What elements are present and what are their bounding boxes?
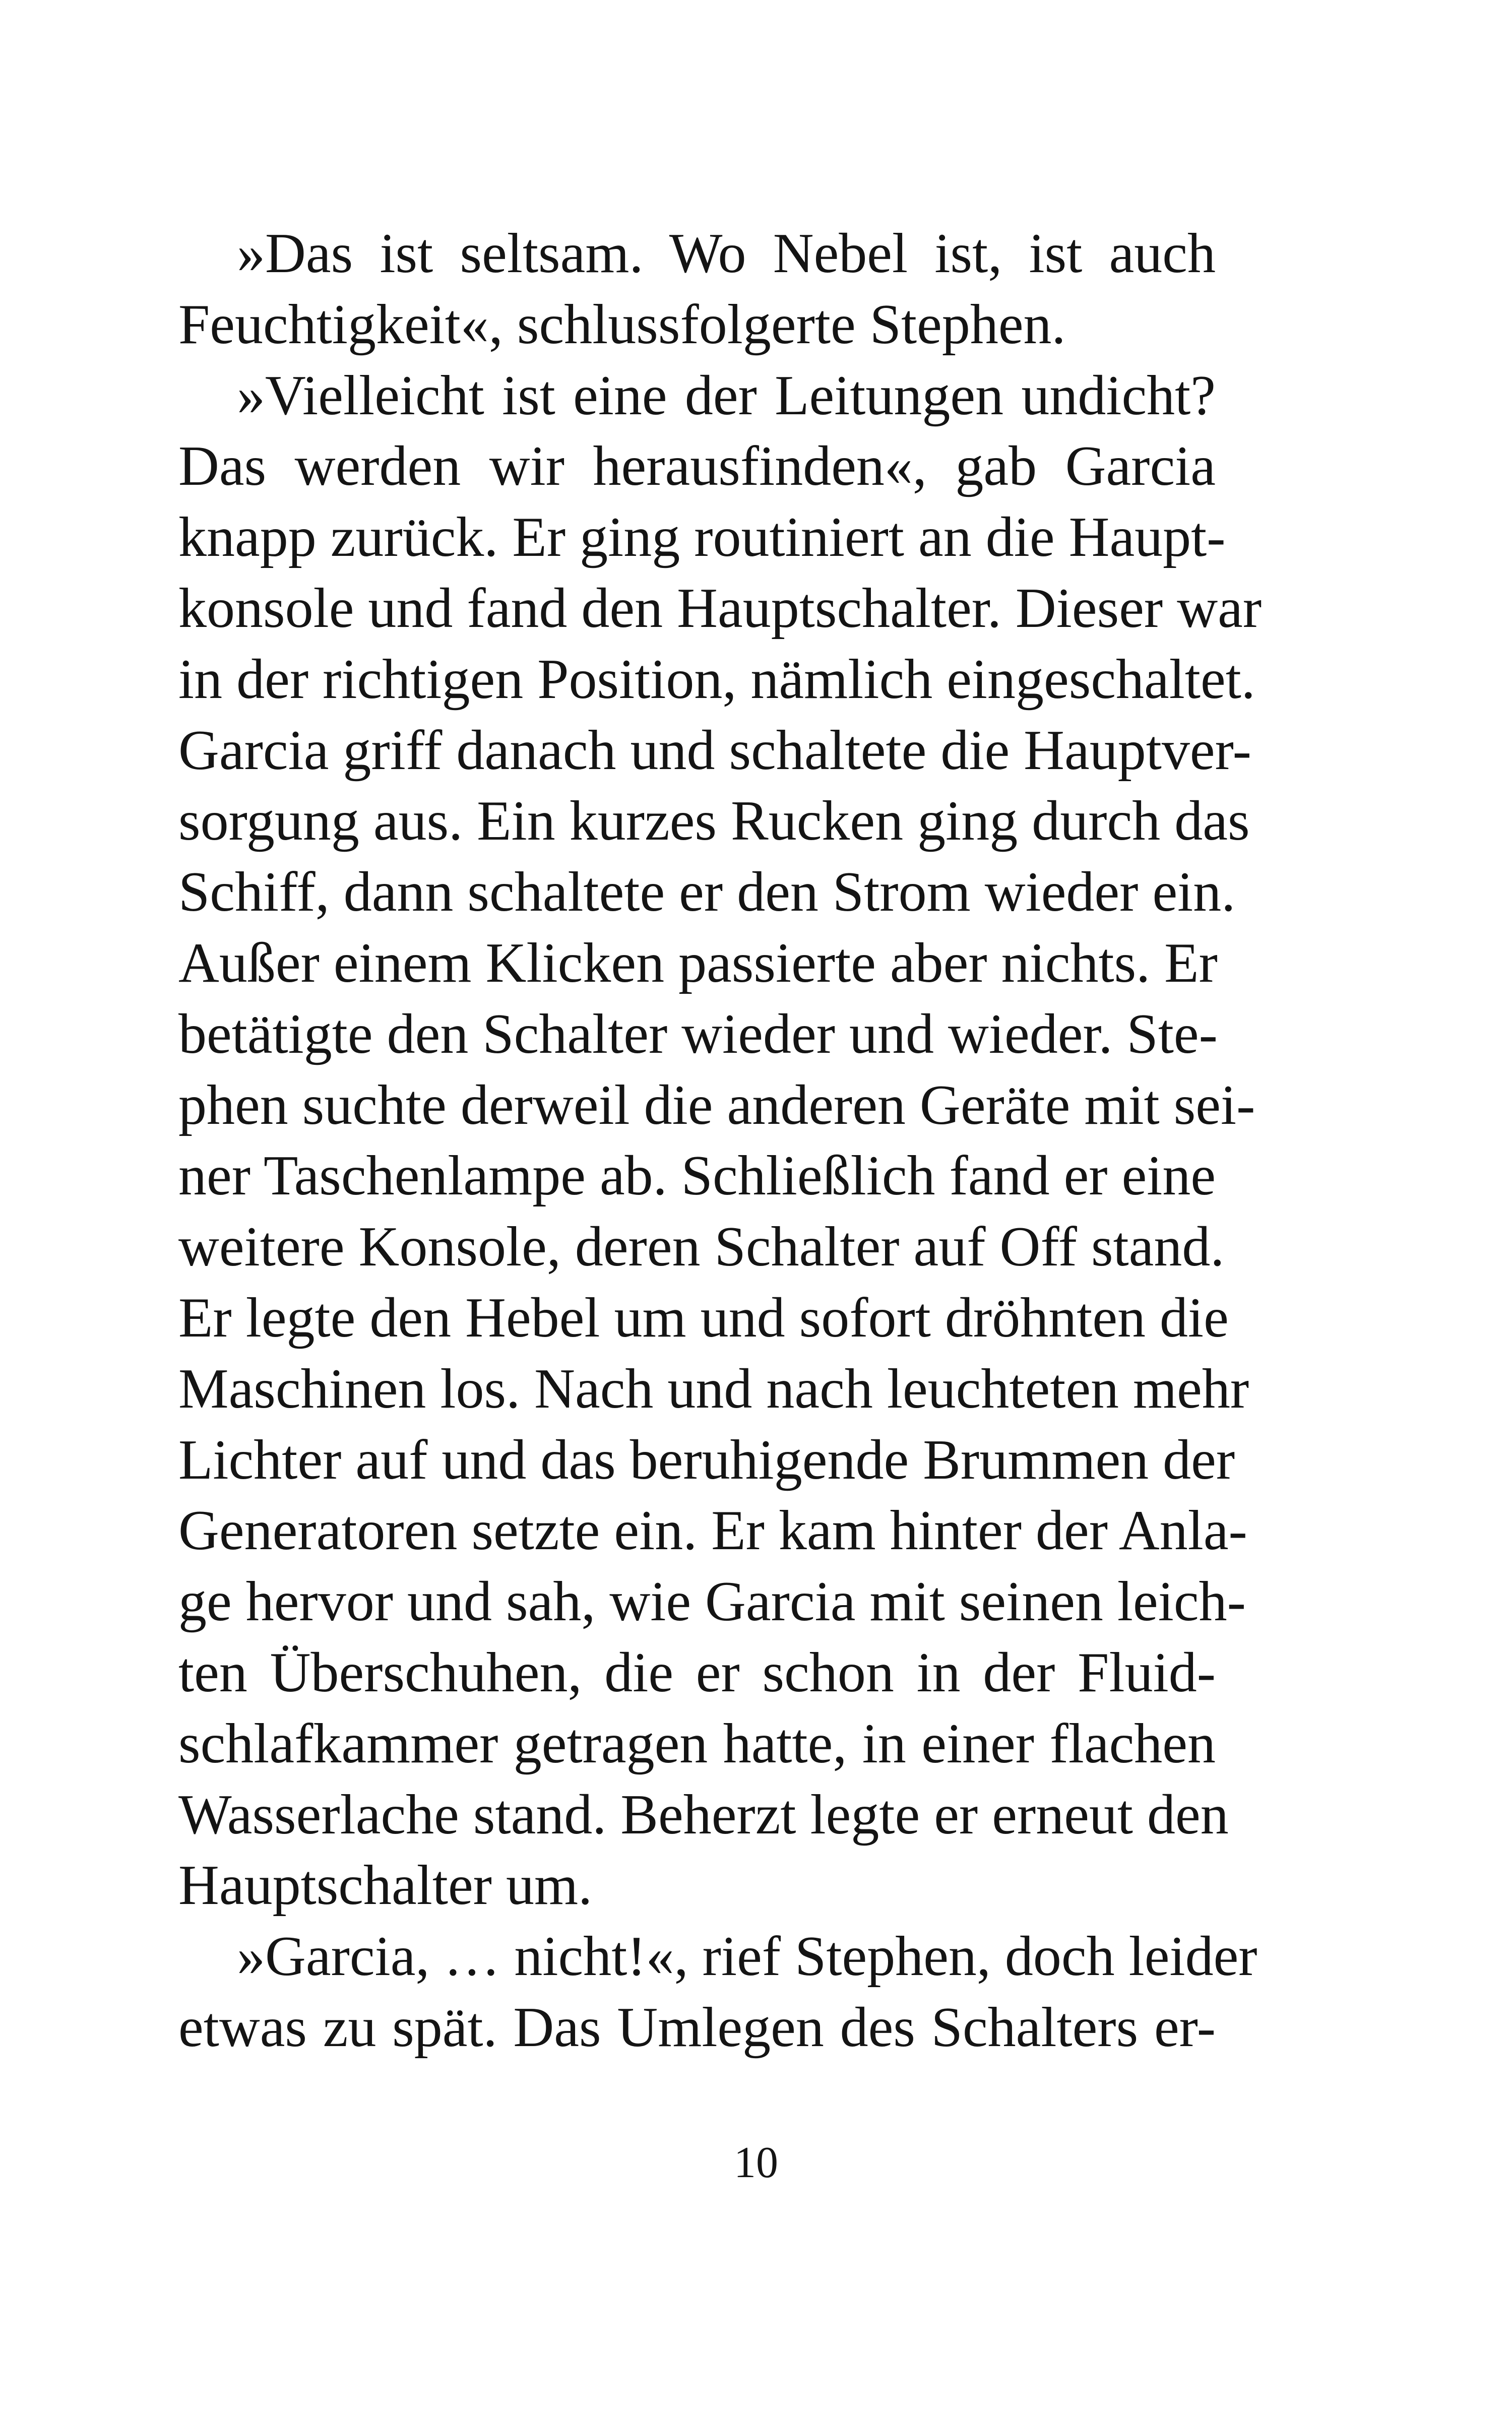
- text-line: betätigte den Schalter wieder und wieder. Ste-: [178, 1002, 1218, 1065]
- text-line: weitere Konsole, deren Schalter auf Off stand.: [178, 1216, 1225, 1279]
- text-line: Wasserlache stand. Beherzt legte er erneut den: [178, 1783, 1229, 1846]
- text-line: Er legte den Hebel um und sofort dröhnten die: [178, 1286, 1229, 1349]
- text-line: Das werden wir herausfinden«, gab Garcia: [178, 435, 1216, 498]
- text-line: Feuchtigkeit«, schlussfolgerte Stephen.: [178, 293, 1066, 356]
- body-text: [178, 218, 1262, 2063]
- text-line: Schiff, dann schaltete er den Strom wieder ein.: [178, 861, 1236, 924]
- page-number: 10: [734, 2138, 778, 2187]
- text-line: Lichter auf und das beruhigende Brummen der: [178, 1428, 1235, 1491]
- text-line: konsole und fand den Hauptschalter. Dieser war: [178, 577, 1262, 640]
- text-line: schlafkammer getragen hatte, in einer flachen: [178, 1712, 1216, 1775]
- text-line: Hauptschalter um.: [178, 1854, 593, 1917]
- text-line: »Vielleicht ist eine der Leitungen undicht?: [237, 364, 1216, 427]
- text-line: »Garcia, … nicht!«, rief Stephen, doch leider: [237, 1925, 1257, 1988]
- text-line: »Das ist seltsam. Wo Nebel ist, ist auch: [237, 222, 1216, 285]
- text-line: sorgung aus. Ein kurzes Rucken ging durch das: [178, 790, 1250, 853]
- text-line: ge hervor und sah, wie Garcia mit seinen leich-: [178, 1570, 1246, 1633]
- text-line: ner Taschenlampe ab. Schließlich fand er eine: [178, 1145, 1216, 1208]
- text-line: Garcia griff danach und schaltete die Hauptver-: [178, 719, 1251, 782]
- text-line: Maschinen los. Nach und nach leuchteten mehr: [178, 1357, 1249, 1420]
- text-line: knapp zurück. Er ging routiniert an die Haupt-: [178, 506, 1226, 569]
- text-line: phen suchte derweil die anderen Geräte mit sei-: [178, 1073, 1255, 1136]
- text-line: in der richtigen Position, nämlich eingeschaltet.: [178, 648, 1255, 711]
- text-line: ten Überschuhen, die er schon in der Fluid-: [178, 1641, 1216, 1704]
- text-line: etwas zu spät. Das Umlegen des Schalters er-: [178, 1996, 1216, 2059]
- text-line: Außer einem Klicken passierte aber nichts. Er: [178, 931, 1218, 994]
- text-line: Generatoren setzte ein. Er kam hinter der Anla-: [178, 1499, 1247, 1562]
